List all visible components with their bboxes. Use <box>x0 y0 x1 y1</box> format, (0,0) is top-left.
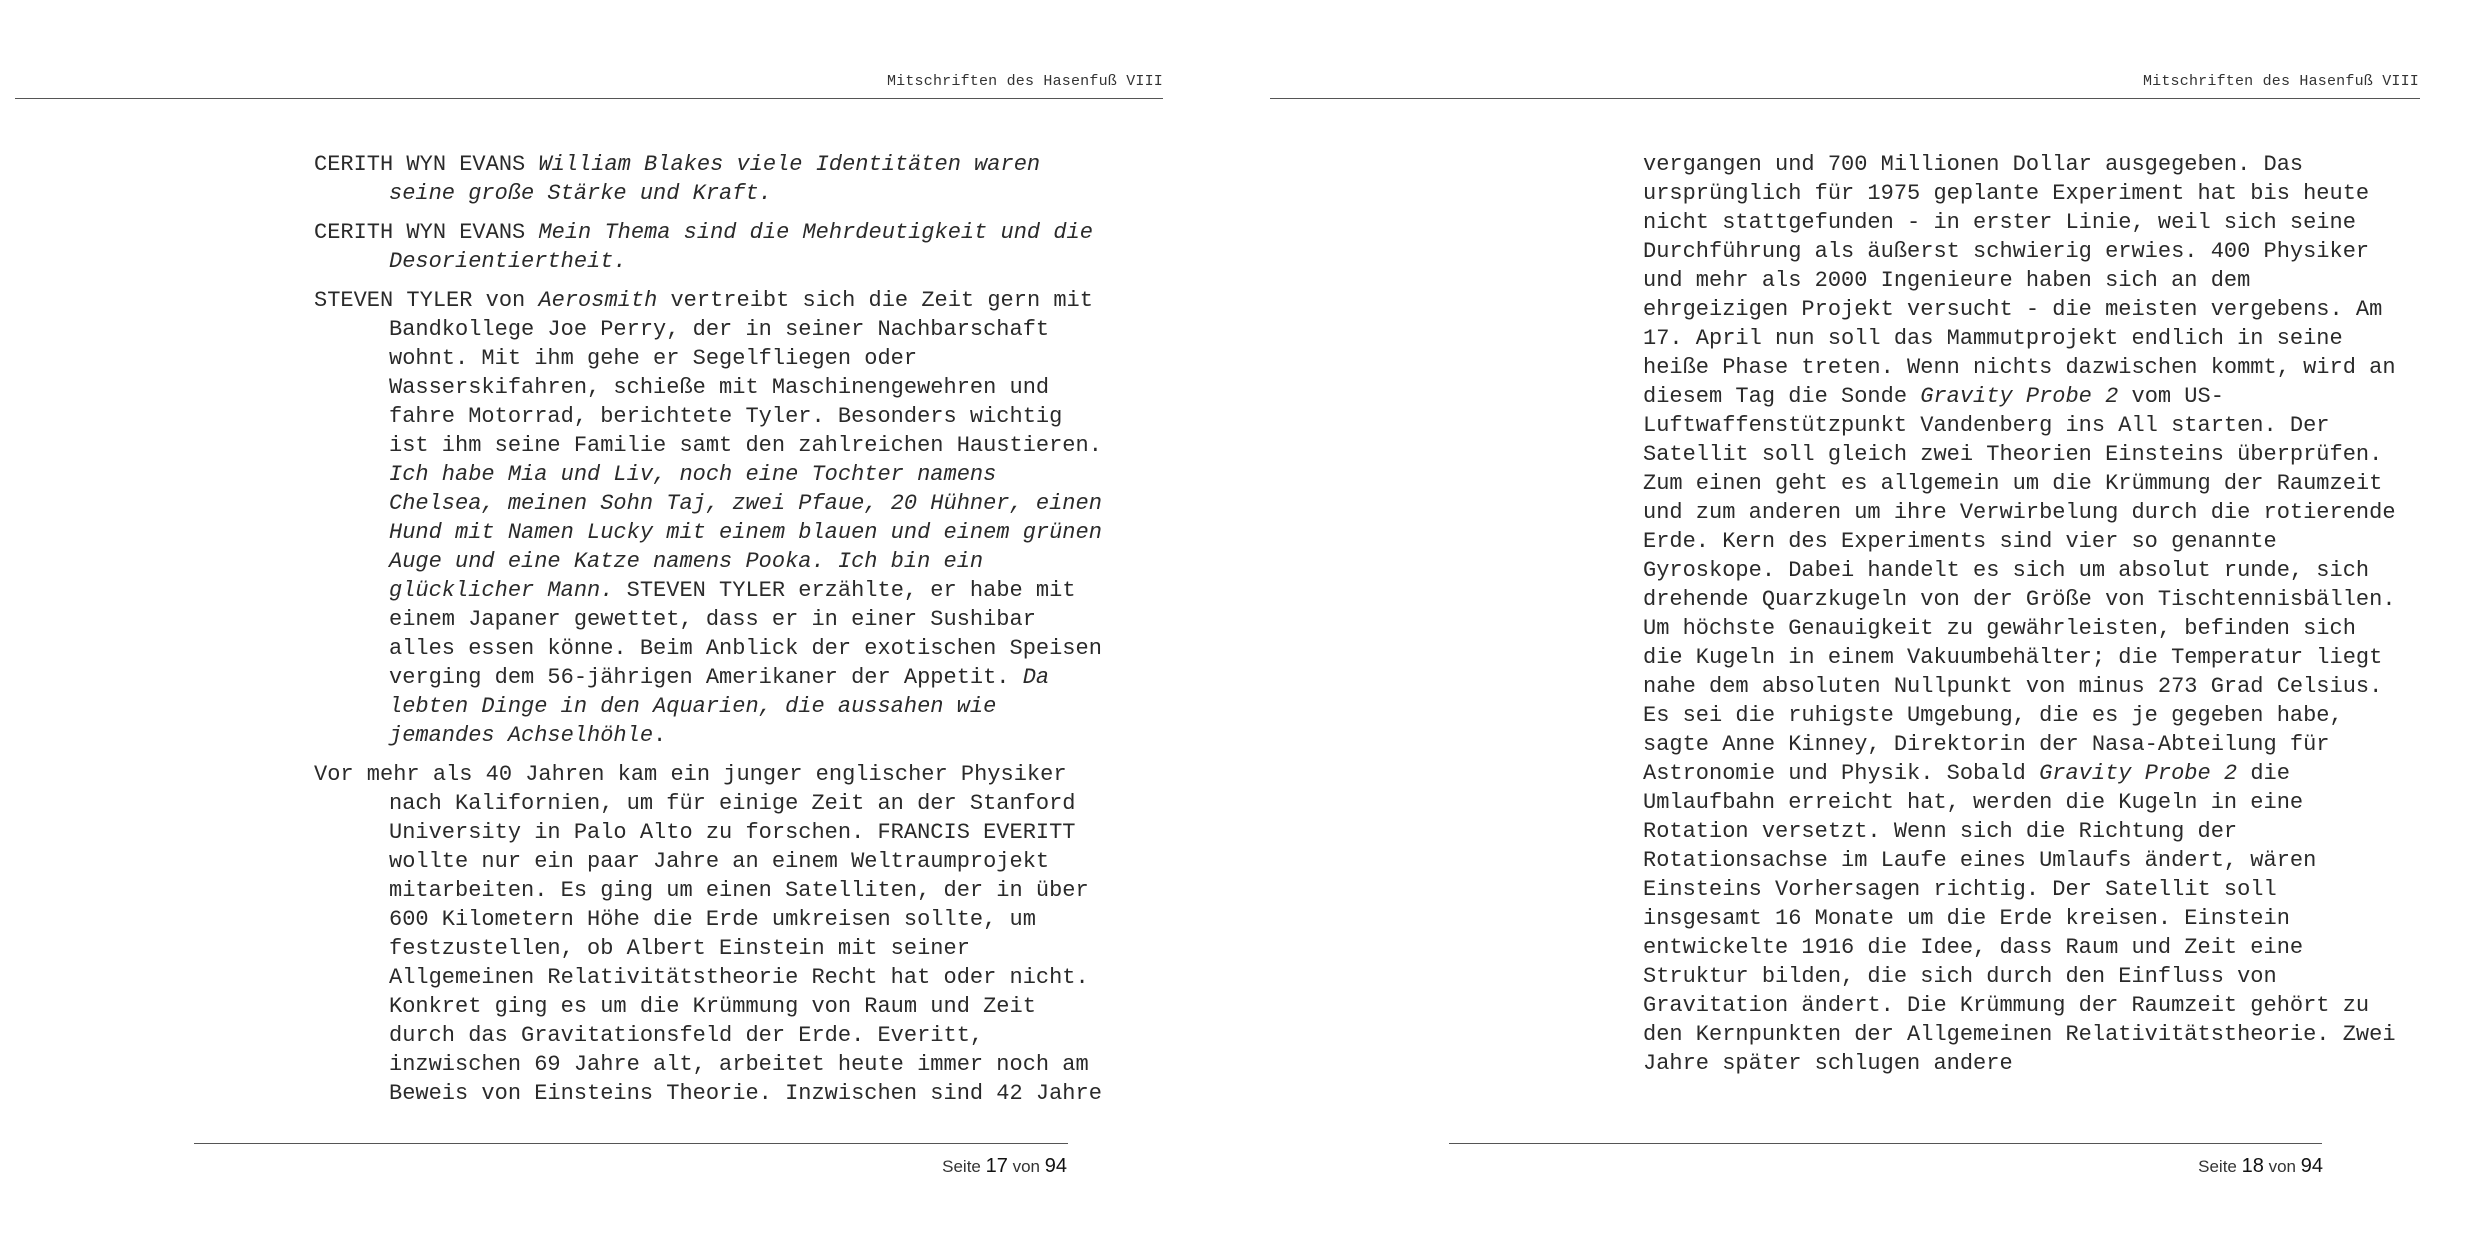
band-name: Aerosmith <box>538 288 658 313</box>
speaker-name: CERITH WYN EVANS <box>314 220 526 245</box>
header-rule <box>1270 98 2420 99</box>
footer-seite-label: Seite <box>2198 1157 2237 1176</box>
running-head: Mitschriften des Hasenfuß VIII <box>2142 73 2419 90</box>
speaker-name: CERITH WYN EVANS <box>314 152 526 177</box>
probe-name: Gravity Probe 2 <box>2039 761 2238 786</box>
paragraph-cerith-2 <box>314 218 1104 276</box>
page-number: 17 <box>985 1155 1008 1177</box>
page-total: 94 <box>2300 1155 2323 1177</box>
right-page-body <box>1643 150 2403 1078</box>
page-total: 94 <box>1044 1155 1067 1177</box>
footer-rule <box>194 1143 1068 1144</box>
quote-text: William Blakes viele Identitäten waren seine große Stärke und Kraft. <box>389 152 1041 206</box>
paragraph-gravity-probe <box>1643 150 2403 1078</box>
speaker-name: STEVEN TYLER <box>626 578 786 603</box>
paragraph-steven-tyler <box>314 286 1104 750</box>
quote-text: Ich habe Mia und Liv, noch eine Tochter namens Chelsea, meinen Sohn Taj, zwei Pfaue, 20 Hühner, einen Hund mit Namen Lucky mit einem blauen und einem grünen Auge und eine Katze namens Pooka. Ich bin ein glücklicher Mann. <box>389 462 1102 603</box>
body-text: die Umlaufbahn erreicht hat, werden die Kugeln in eine Rotation versetzt. Wenn sich die Richtung der Rotationsachse im Laufe eines Umlaufs ändert, wären Einsteins Vorhersagen richtig. Der Satellit soll insgesamt 16 Monate um die Erde kreisen. Einstein entwickelte 1916 die Idee, dass Raum und Zeit eine Struktur bilden, die sich durch den Einfluss von Gravitation ändert. Die Krümmung der Raumzeit gehört zu den Kernpunkten der Allgemeinen Relativitätstheorie. Zwei Jahre später schlugen andere <box>1643 761 2396 1076</box>
period: . <box>653 723 667 748</box>
paragraph-everitt <box>314 760 1104 1108</box>
body-text: Vor mehr als 40 Jahren kam ein junger englischer Physiker nach Kalifornien, um für einige Zeit an der Stanford University in Palo Alto zu forschen. FRANCIS EVERITT wollte nur ein paar Jahre an einem Weltraumprojekt mitarbeiten. Es ging um einen Satelliten, der in über 600 Kilometern Höhe die Erde umkreisen sollte, um festzustellen, ob Albert Einstein mit seiner Allgemeinen Relativitätstheorie Recht hat oder nicht. Konkret ging es um die Krümmung von Raum und Zeit durch das Gravitationsfeld der Erde. Everitt, inzwischen 69 Jahre alt, arbeitet heute immer noch am Beweis von Einsteins Theorie. Inzwischen sind 42 Jahre <box>314 762 1102 1106</box>
probe-name: Gravity Probe 2 <box>1920 384 2119 409</box>
footer-von-label: von <box>2268 1157 2297 1176</box>
page-number: 18 <box>2241 1155 2264 1177</box>
speaker-name: STEVEN TYLER <box>314 288 473 313</box>
page-footer <box>942 1155 1067 1178</box>
body-text: vergangen und 700 Millionen Dollar ausgegeben. Das ursprünglich für 1975 geplante Experiment hat bis heute nicht stattgefunden - in erster Linie, weil sich seine Durchführung als äußerst schwierig erwies. 400 Physiker und mehr als 2000 Ingenieure haben sich an dem ehrgeizigen Projekt versucht - die meisten vergebens. Am 17. April nun soll das Mammutprojekt endlich in seine heiße Phase treten. Wenn nichts dazwischen kommt, wird an diesem Tag die Sonde <box>1643 152 2396 409</box>
page-footer <box>2198 1155 2323 1178</box>
header-rule <box>15 98 1163 99</box>
body-text: erzählte, er habe mit einem Japaner gewettet, dass er in einer Sushibar alles essen könne. Beim Anblick der exotischen Speisen verging dem 56-jährigen Amerikaner der Appetit. <box>389 578 1102 690</box>
body-text: von <box>485 288 526 313</box>
body-text: vom US-Luftwaffenstützpunkt Vandenberg ins All starten. Der Satellit soll gleich zwei Theorien Einsteins überprüfen. Zum einen geht es allgemein um die Krümmung der Raumzeit und zum anderen um ihre Verwirbelung durch die rotierende Erde. Kern des Experiments sind vier so genannte Gyroskope. Dabei handelt es sich um absolut runde, sich drehende Quarzkugeln von der Größe von Tischtennisbällen. Um höchste Genauigkeit zu gewährleisten, befinden sich die Kugeln in einem Vakuumbehälter; die Temperatur liegt nahe dem absoluten Nullpunkt von minus 273 Grad Celsius. Es sei die ruhigste Umgebung, die es je gegeben habe, sagte Anne Kinney, Direktorin der Nasa-Abteilung für Astronomie und Physik. Sobald <box>1643 384 2396 786</box>
quote-text: Da lebten Dinge in den Aquarien, die aussahen wie jemandes Achselhöhle <box>389 665 1050 748</box>
footer-seite-label: Seite <box>942 1157 981 1176</box>
quote-text: Mein Thema sind die Mehrdeutigkeit und die Desorientiertheit. <box>389 220 1093 274</box>
body-text: vertreibt sich die Zeit gern mit Bandkollege Joe Perry, der in seiner Nachbarschaft wohnt. Mit ihm gehe er Segelfliegen oder Wasserskifahren, schieße mit Maschinengewehren und fahre Motorrad, berichtete Tyler. Besonders wichtig ist ihm seine Familie samt den zahlreichen Haustieren. <box>389 288 1102 458</box>
left-page-body <box>314 150 1104 1118</box>
running-head: Mitschriften des Hasenfuß VIII <box>886 73 1163 90</box>
footer-von-label: von <box>1012 1157 1041 1176</box>
right-page <box>1240 0 2480 1240</box>
paragraph-cerith-1 <box>314 150 1104 208</box>
footer-rule <box>1449 1143 2322 1144</box>
